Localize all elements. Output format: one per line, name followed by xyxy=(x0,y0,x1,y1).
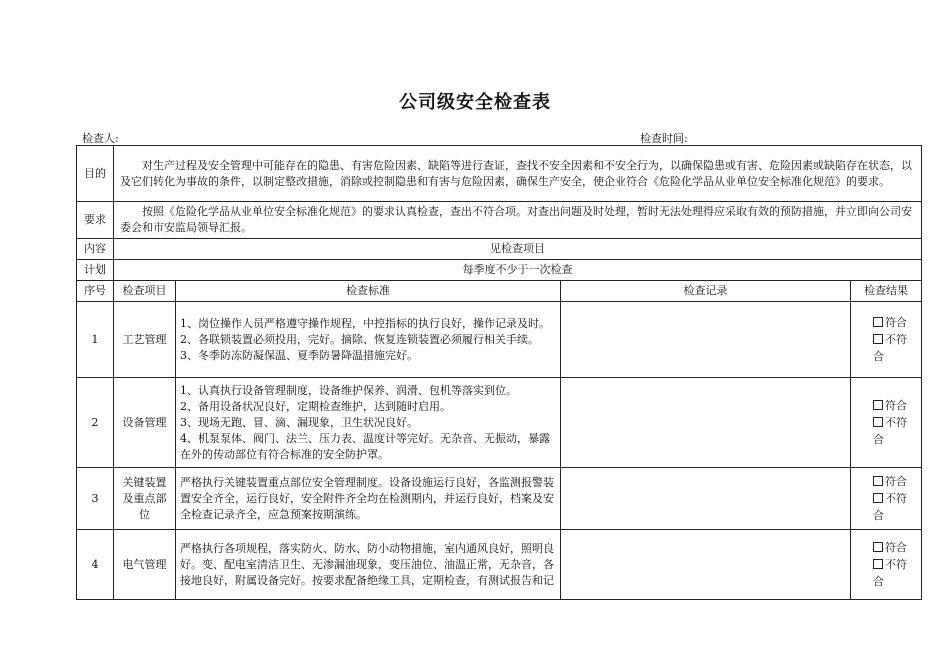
inspection-time-label: 检查时间: xyxy=(640,132,688,145)
header-no: 序号 xyxy=(77,281,114,302)
checkbox-icon[interactable] xyxy=(873,476,883,486)
requirement-label: 要求 xyxy=(77,202,114,239)
checkbox-icon[interactable] xyxy=(873,417,883,427)
table-row xyxy=(77,378,922,468)
row-item: 设备管理 xyxy=(114,378,176,468)
standard-line: 2、各联锁装置必须投用，完好。摘除、恢复连锁装置必须履行相关手续。 xyxy=(180,332,539,346)
requirement-text: 按照《危险化学品从业单位安全标准化规范》的要求认真检查，查出不符合项。对查出问题及时处理，暂时无法处理得应采取有效的预防措施，并立即向公司安委会和市安监局领导汇报。 xyxy=(114,202,922,239)
purpose-label: 目的 xyxy=(77,146,114,202)
result-pass-option[interactable]: 符合 xyxy=(873,539,917,556)
row-item: 关键装置及重点部位 xyxy=(114,468,176,530)
standard-line: 1、认真执行设备管理制度，设备维护保养、润滑、包机等落实到位。 xyxy=(180,383,517,397)
row-item: 电气管理 xyxy=(114,530,176,600)
row-standard xyxy=(176,468,561,530)
checkbox-icon[interactable] xyxy=(873,317,883,327)
result-pass-option[interactable]: 符合 xyxy=(873,314,917,331)
standard-line: 严格执行各项规程，落实防火、防水、防小动物措施，室内通风良好，照明良好。变、配电室清洁卫生、无渗漏油现象，变压油位、油温正常，无杂音，各接地良好，附属设备完好。按要求配备绝缘工具，定期检查，有测试报告和记 xyxy=(180,541,554,587)
row-record[interactable] xyxy=(561,468,851,530)
plan-label: 计划 xyxy=(77,260,114,281)
result-fail-option[interactable]: 不符合 xyxy=(873,333,907,363)
checkbox-icon[interactable] xyxy=(873,334,883,344)
content-value: 见检查项目 xyxy=(114,239,922,260)
row-result xyxy=(851,530,922,600)
result-pass-option[interactable]: 符合 xyxy=(873,473,917,490)
checkbox-icon[interactable] xyxy=(873,559,883,569)
row-record[interactable] xyxy=(561,302,851,378)
header-standard: 检查标准 xyxy=(176,281,561,302)
header-row xyxy=(77,281,922,302)
row-record[interactable] xyxy=(561,530,851,600)
inspection-table xyxy=(76,145,922,600)
table-row xyxy=(77,530,922,600)
purpose-row xyxy=(77,146,922,202)
checkbox-icon[interactable] xyxy=(873,400,883,410)
row-number: 3 xyxy=(77,468,114,530)
standard-line: 4、机泵泵体、阀门、法兰、压力表、温度计等完好。无杂音、无振动，暴露在外的传动部位有符合标准的安全防护罩。 xyxy=(180,431,550,461)
requirement-row xyxy=(77,202,922,239)
row-result xyxy=(851,468,922,530)
result-fail-option[interactable]: 不符合 xyxy=(873,558,907,588)
checkbox-icon[interactable] xyxy=(873,542,883,552)
standard-line: 3、冬季防冻防凝保温、夏季防暑降温措施完好。 xyxy=(180,348,418,362)
header-item: 检查项目 xyxy=(114,281,176,302)
standard-line: 3、现场无跑、冒、滴、漏现象，卫生状况良好。 xyxy=(180,415,418,429)
header-result: 检查结果 xyxy=(851,281,922,302)
standard-line: 2、备用设备状况良好，定期检查维护，达到随时启用。 xyxy=(180,399,451,413)
row-standard xyxy=(176,530,561,600)
row-result xyxy=(851,302,922,378)
inspector-label: 检查人: xyxy=(82,132,119,145)
document-title: 公司级安全检查表 xyxy=(399,92,551,113)
plan-value: 每季度不少于一次检查 xyxy=(114,260,922,281)
row-number: 1 xyxy=(77,302,114,378)
plan-row xyxy=(77,260,922,281)
content-label: 内容 xyxy=(77,239,114,260)
row-number: 2 xyxy=(77,378,114,468)
row-standard xyxy=(176,378,561,468)
row-number: 4 xyxy=(77,530,114,600)
row-result xyxy=(851,378,922,468)
table-row xyxy=(77,468,922,530)
result-fail-option[interactable]: 不符合 xyxy=(873,416,907,446)
row-standard xyxy=(176,302,561,378)
result-fail-option[interactable]: 不符合 xyxy=(873,492,907,522)
result-pass-option[interactable]: 符合 xyxy=(873,397,917,414)
standard-line: 1、岗位操作人员严格遵守操作规程，中控指标的执行良好，操作记录及时。 xyxy=(180,316,550,330)
purpose-text: 对生产过程及安全管理中可能存在的隐患、有害危险因素、缺陷等进行查证，查找不安全因素和不安全行为，以确保隐患或有害、危险因素或缺陷存在状态，以及它们转化为事故的条件，以制定整改措施，消除或控制隐患和有害与危险因素，确保生产安全，使企业符合《危险化学品从业单位安全标准化规范》的要求。 xyxy=(114,146,922,202)
row-item: 工艺管理 xyxy=(114,302,176,378)
row-record[interactable] xyxy=(561,378,851,468)
content-row xyxy=(77,239,922,260)
header-record: 检查记录 xyxy=(561,281,851,302)
table-row xyxy=(77,302,922,378)
checkbox-icon[interactable] xyxy=(873,493,883,503)
standard-line: 严格执行关键装置重点部位安全管理制度。设备设施运行良好，各监测报警装置安全齐全，运行良好，安全附件齐全均在检测期内，并运行良好，档案及安全检查记录齐全，应急预案按期演练。 xyxy=(180,475,554,521)
